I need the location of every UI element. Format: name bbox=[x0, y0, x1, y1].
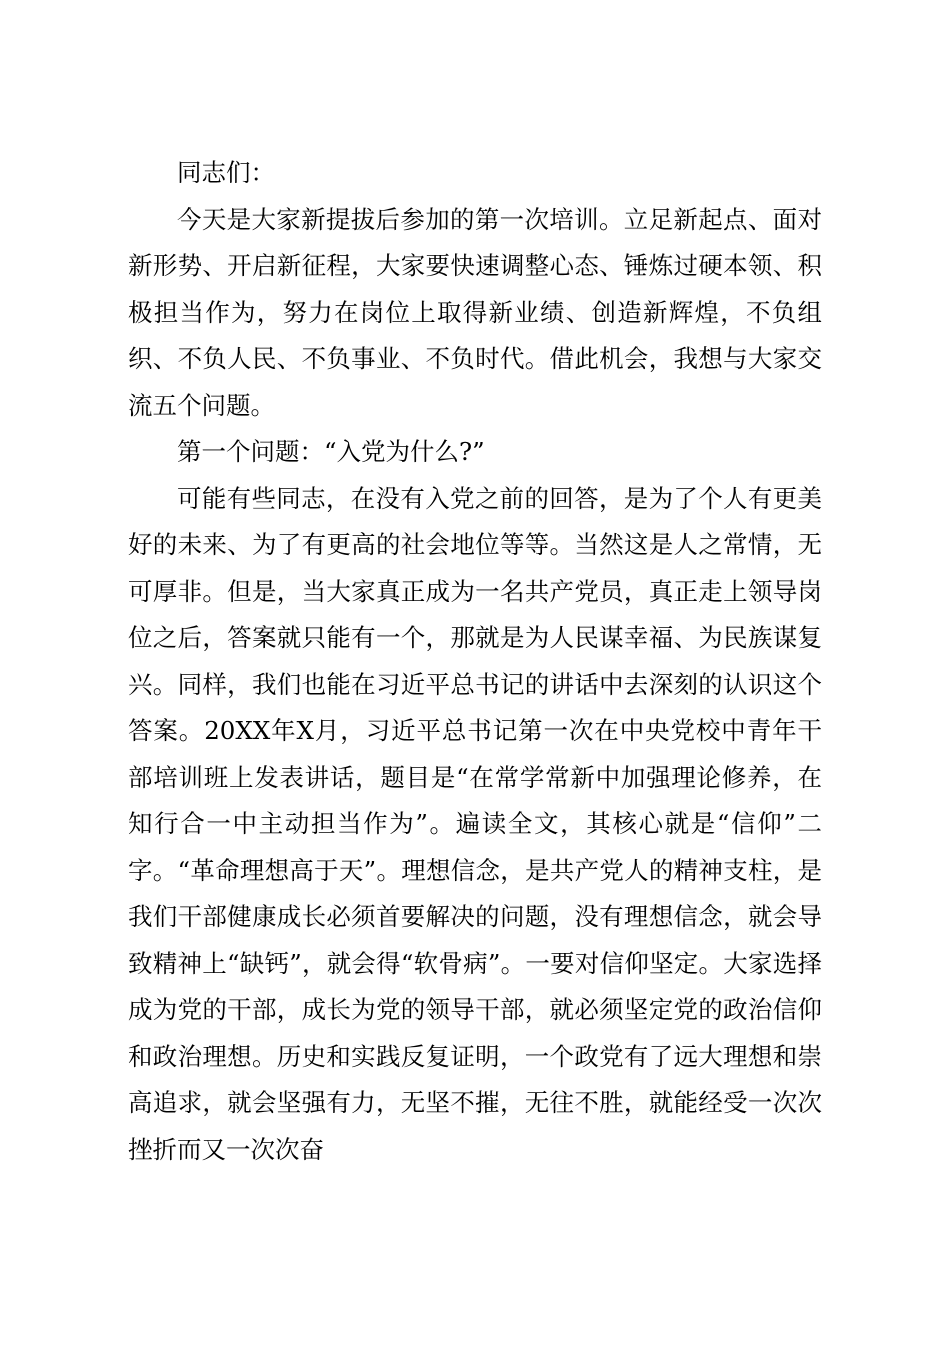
document-body bbox=[128, 150, 822, 1173]
body-paragraph: 可能有些同志，在没有入党之前的回答，是为了个人有更美好的未来、为了有更高的社会地位等等。当然这是人之常情，无可厚非。但是，当大家真正成为一名共产党员，真正走上领导岗位之后，答案就只能有一个，那就是为人民谋幸福、为民族谋复兴。同样，我们也能在习近平总书记的讲话中去深刻的认识这个答案。20XX年X月，习近平总书记第一次在中央党校中青年干部培训班上发表讲话，题目是“在常学常新中加强理论修养，在知行合一中主动担当作为”。遍读全文，其核心就是“信仰”二字。“革命理想高于天”。理想信念，是共产党人的精神支柱，是我们干部健康成长必须首要解决的问题，没有理想信念，就会导致精神上“缺钙”，就会得“软骨病”。一要对信仰坚定。大家选择成为党的干部，成长为党的领导干部，就必须坚定党的政治信仰和政治理想。历史和实践反复证明，一个政党有了远大理想和崇高追求，就会坚强有力，无坚不摧，无往不胜，就能经受一次次挫折而又一次次奋 bbox=[128, 483, 822, 1164]
salutation-paragraph: 同志们： bbox=[177, 158, 275, 187]
intro-paragraph: 今天是大家新提拔后参加的第一次培训。立足新起点、面对新形势、开启新征程，大家要快速调整心态、锤炼过硬本领、积极担当作为，努力在岗位上取得新业绩、创造新辉煌，不负组织、不负人民、不负事业、不负时代。借此机会，我想与大家交流五个问题。 bbox=[128, 204, 822, 420]
section-heading-paragraph: 第一个问题：“入党为什么?” bbox=[177, 437, 485, 466]
